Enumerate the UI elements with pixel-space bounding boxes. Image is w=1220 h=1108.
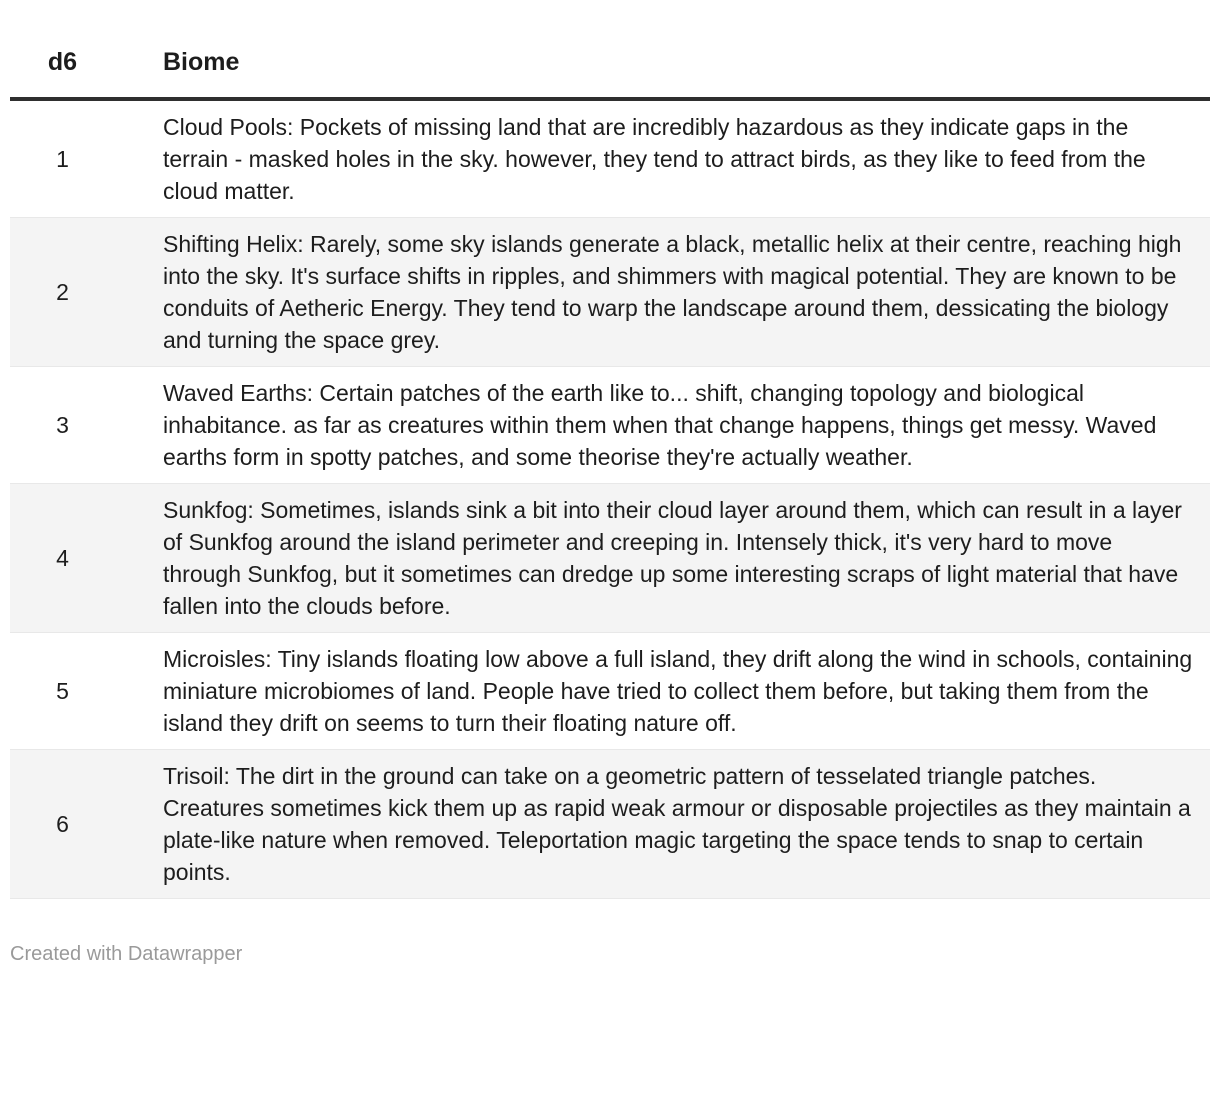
- column-header-biome: Biome: [115, 0, 1210, 99]
- biome-cell: Shifting Helix: Rarely, some sky islands generate a black, metallic helix at their centre, reaching high into the sky. It's surface shifts in ripples, and shimmers with magical potential. They are known to be conduits of Aetheric Energy. They tend to warp the landscape around them, dessicating the biology and turning the space grey.: [163, 231, 1182, 353]
- d6-cell: 4: [56, 545, 69, 571]
- biome-cell: Microisles: Tiny islands floating low above a full island, they drift along the wind in schools, containing miniature microbiomes of land. People have tried to collect them before, but taking them from the island they drift on seems to turn their floating nature off.: [163, 646, 1193, 736]
- d6-cell: 1: [56, 146, 69, 172]
- table-row: [10, 367, 1210, 484]
- biome-cell: Cloud Pools: Pockets of missing land that are incredibly hazardous as they indicate gaps in the terrain - masked holes in the sky. however, they tend to attract birds, as they like to feed from the cloud matter.: [163, 114, 1146, 204]
- table-row: [10, 218, 1210, 367]
- table-row: [10, 99, 1210, 218]
- d6-cell: 2: [56, 279, 69, 305]
- table-row: [10, 633, 1210, 750]
- table-row: [10, 750, 1210, 899]
- datawrapper-attribution-link[interactable]: Created with Datawrapper: [10, 943, 243, 965]
- biome-cell: Sunkfog: Sometimes, islands sink a bit into their cloud layer around them, which can result in a layer of Sunkfog around the island perimeter and creeping in. Intensely thick, it's very hard to move through Sunkfog, but it sometimes can dredge up some interesting scraps of light material that have fallen into the clouds before.: [163, 497, 1182, 619]
- table-header-row: [10, 0, 1210, 99]
- biome-cell: Waved Earths: Certain patches of the earth like to... shift, changing topology and biological inhabitance. as far as creatures within them when that change happens, things get messy. Waved earths form in spotty patches, and some theorise they're actually weather.: [163, 380, 1157, 470]
- d6-cell: 3: [56, 412, 69, 438]
- column-header-d6: d6: [10, 0, 115, 99]
- biome-cell: Trisoil: The dirt in the ground can take on a geometric pattern of tesselated triangle patches. Creatures sometimes kick them up as rapid weak armour or disposable projectiles as they maintain a plate-like nature when removed. Teleportation magic targeting the space tends to snap to certain points.: [163, 763, 1191, 885]
- table-row: [10, 484, 1210, 633]
- attribution-footer: [10, 942, 1210, 966]
- d6-cell: 5: [56, 678, 69, 704]
- biome-table: [10, 0, 1210, 899]
- d6-cell: 6: [56, 811, 69, 837]
